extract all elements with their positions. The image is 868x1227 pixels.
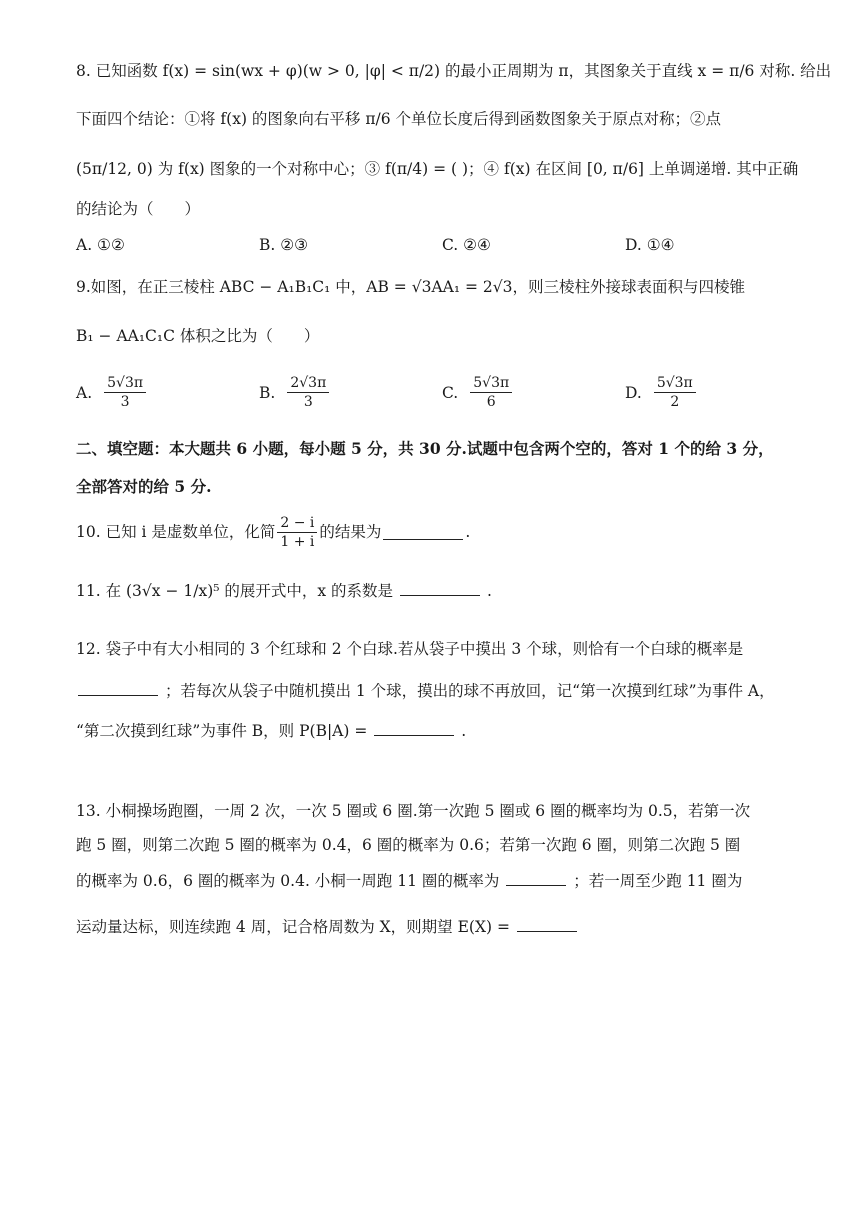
q13-line3-wrap [76,870,828,892]
q10-answer-blank[interactable] [383,525,463,540]
q9-option-c-label: C. [442,383,459,402]
q9-option-c-fraction [470,374,512,411]
q9-option-a [76,374,259,411]
q9-option-a-label: A. [76,383,93,402]
q12-line1: 12. 袋子中有大小相同的 3 个红球和 2 个白球.若从袋子中摸出 3 个球，则恰有一个白球的概率是 [76,640,744,658]
q10-pre: 10. 已知 i 是虚数单位，化简 [76,523,276,541]
q9-option-b-fraction [287,374,329,411]
q8-line4: 的结论为（ ） [76,200,201,218]
q10-num: 2 − i [277,514,317,533]
q12-answer-blank-2[interactable] [374,721,454,736]
q13-line3: 的概率为 0.6，6 圈的概率为 0.4. 小桐一周跑 11 圈的概率为 [76,872,500,890]
q9-option-d-label: D. [625,383,642,402]
q9-line2: B₁ − AA₁C₁C 体积之比为（ ） [76,327,320,345]
q13-answer-blank-1[interactable] [506,871,566,886]
q12-period: . [461,722,467,740]
q8-option-b: B. ②③ [259,236,309,254]
q11-answer-blank[interactable] [400,581,480,596]
q12-answer-blank-1[interactable] [78,681,158,696]
q9-option-a-den: 3 [120,394,130,410]
q8-option-d: D. ①④ [625,236,675,254]
q9-option-b-den: 3 [303,394,313,410]
q10-period: . [465,523,471,541]
q13-line4: 运动量达标，则连续跑 4 周，记合格周数为 X，则期望 E(X) = [76,918,510,936]
q9-option-d-num: 5√3π [654,374,696,393]
q13-line2: 跑 5 圈，则第二次跑 5 圈的概率为 0.4，6 圈的概率为 0.6；若第一次跑 6 圈，则第二次跑 5 圈 [76,836,741,854]
section2-line1: 二、填空题：本大题共 6 小题，每小题 5 分，共 30 分.试题中包含两个空的，答对 1 个的给 3 分， [76,439,774,458]
q9-option-d-fraction [654,374,696,411]
q9-option-d [625,374,808,411]
q11-pre: 11. 在 (3√x − 1/x)⁵ 的展开式中，x 的系数是 [76,582,394,600]
q9-option-b-label: B. [259,383,276,402]
q9-option-a-num: 5√3π [104,374,146,393]
q8-line1: 8. 已知函数 f(x) = sin(wx + φ)(w > 0, |φ| < π/2) 的最小正周期为 π，其图象关于直线 x = π/6 对称. 给出 [76,62,832,80]
q10-fraction [277,514,317,551]
q9-option-b [259,374,442,411]
q11-line [76,580,828,602]
q12-line3: “第二次摸到红球”为事件 B，则 P(B|A) = [76,722,368,740]
q9-option-b-num: 2√3π [287,374,329,393]
q13-line3b: ；若一周至少跑 11 圈为 [573,872,743,890]
q8-line2: 下面四个结论：①将 f(x) 的图象向右平移 π/6 个单位长度后得到函数图象关于原点对称；②点 [76,110,722,128]
q12-line2-wrap [76,680,828,702]
q9-line1: 9.如图，在正三棱柱 ABC − A₁B₁C₁ 中，AB = √3AA₁ = 2√3，则三棱柱外接球表面积与四棱锥 [76,278,746,296]
q12-line3-wrap [76,720,828,742]
q8-option-a: A. ①② [76,236,125,254]
q9-option-a-fraction [104,374,146,411]
section2-line2: 全部答对的给 5 分. [76,477,212,496]
q8-options [76,236,808,254]
q9-option-c-den: 6 [486,394,496,410]
q9-options [76,374,808,411]
q9-option-c-num: 5√3π [470,374,512,393]
q11-period: . [486,582,492,600]
q12-line2: ；若每次从袋子中随机摸出 1 个球，摸出的球不再放回，记“第一次摸到红球”为事件 A， [164,682,775,700]
q13-answer-blank-2[interactable] [517,917,577,932]
q8-option-c: C. ②④ [442,236,491,254]
q10-line [76,512,828,552]
q10-den: 1 + i [280,533,315,550]
q13-line4-wrap [76,916,828,938]
q9-option-d-den: 2 [670,394,680,410]
q9-option-c [442,374,625,411]
q13-line1: 13. 小桐操场跑圈，一周 2 次，一次 5 圈或 6 圈.第一次跑 5 圈或 6 圈的概率均为 0.5，若第一次 [76,802,751,820]
q10-post: 的结果为 [319,523,382,541]
q8-line3: (5π/12, 0) 为 f(x) 图象的一个对称中心；③ f(π/4) = ( )；④ f(x) 在区间 [0, π/6] 上单调递增. 其中正确 [76,160,799,178]
